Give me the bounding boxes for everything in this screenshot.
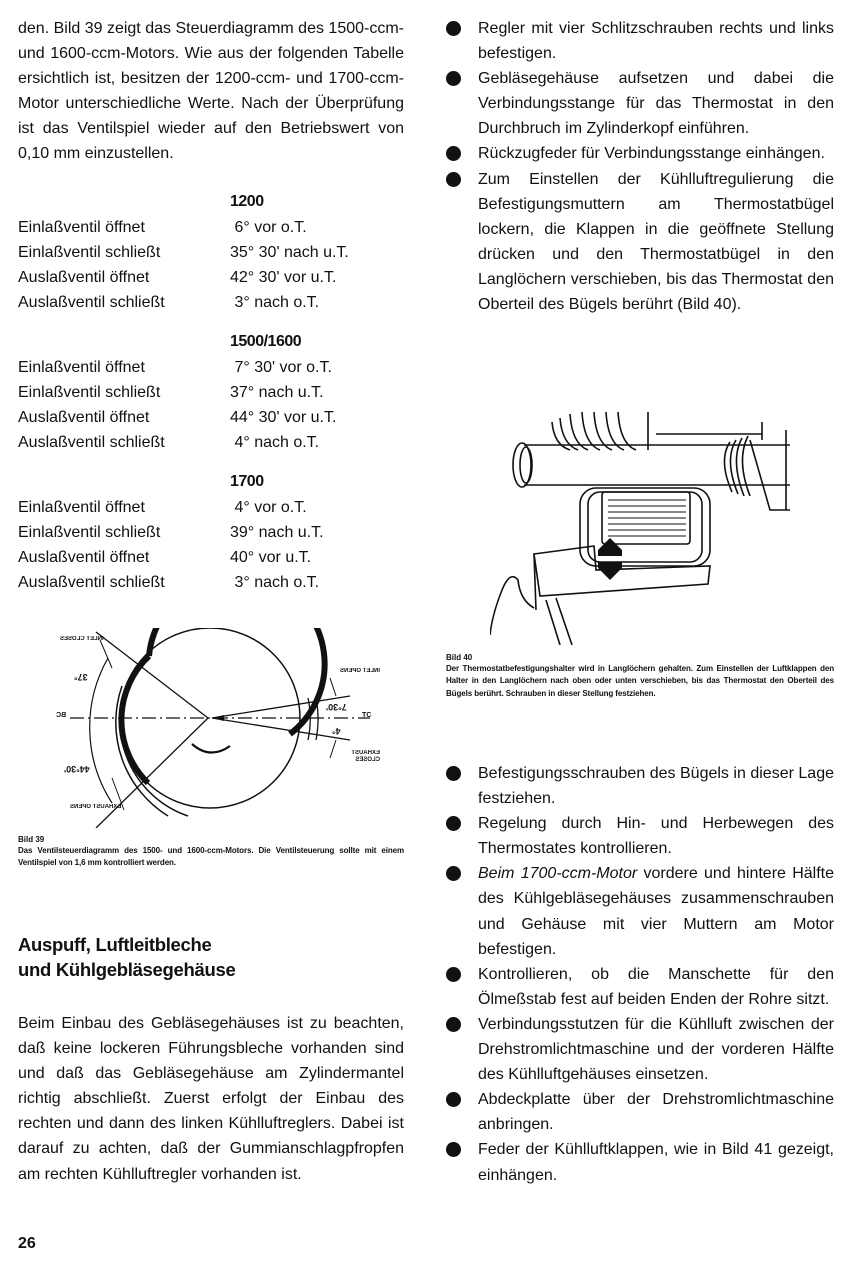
row-value: 40° vor u.T. [230,549,312,566]
figure40-caption-text: Der Thermostatbefestigungshalter wird in Langlöchern gehalten. Zum Einstellen der Luftklappen den Halter in den Langlöchern nach oben oder unten verschieben, bis das Thermostat den Oberteil des Bügels berührt. Schrauben in dieser Stellung festziehen. [446,664,834,698]
row-label: Auslaßventil öffnet [18,409,150,426]
list-item: Beim 1700-ccm-Motor vordere und hintere Hälfte des Kühlgebläsegehäuses zusammenschrauben und Gehäuse mit vier Muttern am Motor befestigen. [446,861,834,961]
row-label: Auslaßventil öffnet [18,549,150,566]
row-value: 3° nach o.T. [230,294,320,311]
table-row [18,269,398,294]
figure39-caption-text: Das Ventilsteuerdiagramm des 1500- und 1600-ccm-Motors. Die Ventilsteuerung sollte mit einem Ventilspiel von 1,6 mm kontrolliert werden. [18,846,404,868]
valve-timing-diagram [40,628,380,828]
figure39-caption [18,834,404,870]
label-inlet-opens: INLET OPENS [339,668,380,674]
left-column [18,0,404,167]
table-row [18,574,398,599]
bullet-icon [446,1017,461,1032]
thermostat-bracket-icon [490,400,820,645]
row-value: 39° nach u.T. [230,524,324,541]
list-item: Zum Einstellen der Kühlluftregulierung die Befestigungsmuttern am Thermostatbügel lockern, die Klappen in die geöffnete Stellung drücken und den Thermostatbügel in den Langlöchern verschieben, bis das Thermostat den Oberteil des Bügels berührt (Bild 40). [446,167,834,318]
row-label: Einlaßventil schließt [18,524,161,541]
list-item: Regler mit vier Schlitzschrauben rechts und links befestigen. [446,16,834,66]
row-value: 6° vor o.T. [230,219,307,236]
table-row [18,384,398,409]
table-row [18,409,398,434]
section-heading [18,932,236,982]
row-value: 37° nach u.T. [230,384,324,401]
bullet-icon [446,1142,461,1157]
bullet-icon [446,866,461,881]
list-item: Gebläsegehäuse aufsetzen und dabei die Verbindungsstange für das Thermostat in den Durchbruch im Zylinderkopf einführen. [446,66,834,141]
row-value: 44° 30' vor u.T. [230,409,337,426]
table-row [18,524,398,549]
row-value: 7° 30' vor o.T. [230,359,332,376]
table-row [18,359,398,384]
table-row [18,499,398,524]
valve-timing-diagram-icon [40,628,380,828]
bullet-icon [446,816,461,831]
label-tdc: TC [362,712,372,719]
row-label: Auslaßventil schließt [18,434,165,451]
list-item: Kontrollieren, ob die Manschette für den Ölmeßstab fest auf beiden Enden der Rohre sitzt. [446,962,834,1012]
section-heading-line1: Auspuff, Luftleitbleche [18,934,212,955]
row-label: Einlaßventil schließt [18,384,161,401]
bullet-icon [446,766,461,781]
row-label: Auslaßventil schließt [18,294,165,311]
bullet-icon [446,967,461,982]
label-angle-4: 4° [332,726,341,736]
row-label: Einlaßventil öffnet [18,359,145,376]
right-column-bottom-list [446,761,834,1188]
label-exhaust-closes: EXHAUST CLOSES [351,750,380,763]
italic-prefix: Beim 1700-ccm-Motor [478,865,638,883]
row-value: 3° nach o.T. [230,574,320,591]
bullet-icon [446,1092,461,1107]
table-header-1700: 1700 [230,473,264,490]
bullet-icon [446,146,461,161]
table-row [18,434,398,459]
list-item: Regelung durch Hin- und Herbewegen des Thermostates kontrollieren. [446,811,834,861]
list-item: Befestigungsschrauben des Bügels in dieser Lage festziehen. [446,761,834,811]
label-angle-44-30: 44°30' [64,764,90,774]
section-paragraph: Beim Einbau des Gebläsegehäuses ist zu beachten, daß keine lockeren Führungsbleche vorhanden sind und daß das Gebläsegehäuse am Zylindermantel richtig abschließt. Zuerst erfolgt der Einbau des rechten und dann des linken Kühlluftreglers. Dabei ist darauf zu achten, daß der Gummianschlagpfropfen am rechten Kühlluftregler vorhanden ist. [18,1015,404,1183]
section-heading-line2: und Kühlgebläsegehäuse [18,959,236,980]
row-value: 42° 30' vor u.T. [230,269,337,286]
row-label: Einlaßventil schließt [18,244,161,261]
list-item: Rückzugfeder für Verbindungsstange einhängen. [446,141,834,166]
figure39-caption-title: Bild 39 [18,835,45,844]
list-item: Verbindungsstutzen für die Kühlluft zwischen der Drehstromlichtmaschine und der vorderen Hälfte des Kühlluftgehäuses einsetzen. [446,1012,834,1087]
label-bdc: BC [56,712,67,719]
bullet-icon [446,21,461,36]
list-item: Abdeckplatte über der Drehstromlichtmaschine anbringen. [446,1087,834,1137]
section-body [18,1011,404,1187]
table-header-1200: 1200 [230,193,264,210]
label-angle-7-30: 7°30' [326,702,347,712]
table-row [18,244,398,269]
table-header-1500-1600: 1500/1600 [230,333,302,350]
arrow-down-icon [598,568,622,580]
bullet-icon [446,71,461,86]
bullet-icon [446,172,461,187]
label-exhaust-opens: EXHAUST OPENS [70,804,122,810]
right-column-top-list [446,16,834,317]
table-row [18,219,398,244]
list-item: Feder der Kühlluftklappen, wie in Bild 41 gezeigt, einhängen. [446,1137,834,1187]
table-row [18,549,398,574]
thermostat-bracket-figure [490,400,820,645]
row-label: Auslaßventil öffnet [18,269,150,286]
intro-paragraph: den. Bild 39 zeigt das Steuerdiagramm des 1500-ccm- und 1600-ccm-Motors. Wie aus der folgenden Tabelle ersichtlich ist, besitzen der 1200-ccm- und 1700-ccm-Motor unterschiedliche Werte. Nach der Überprüfung ist das Ventilspiel wieder auf den Betriebswert von 0,10 mm einzustellen. [18,20,404,163]
row-label: Auslaßventil schließt [18,574,165,591]
figure40-caption-title: Bild 40 [446,653,473,662]
row-value: 4° vor o.T. [230,499,307,516]
label-angle-37: 37° [74,672,88,682]
label-inlet-closes: INLET CLOSES [60,636,104,642]
table-row [18,294,398,319]
row-value: 4° nach o.T. [230,434,320,451]
row-label: Einlaßventil öffnet [18,499,145,516]
row-label: Einlaßventil öffnet [18,219,145,236]
page-number: 26 [18,1235,36,1252]
figure40-caption [446,652,834,700]
row-value: 35° 30' nach u.T. [230,244,349,261]
